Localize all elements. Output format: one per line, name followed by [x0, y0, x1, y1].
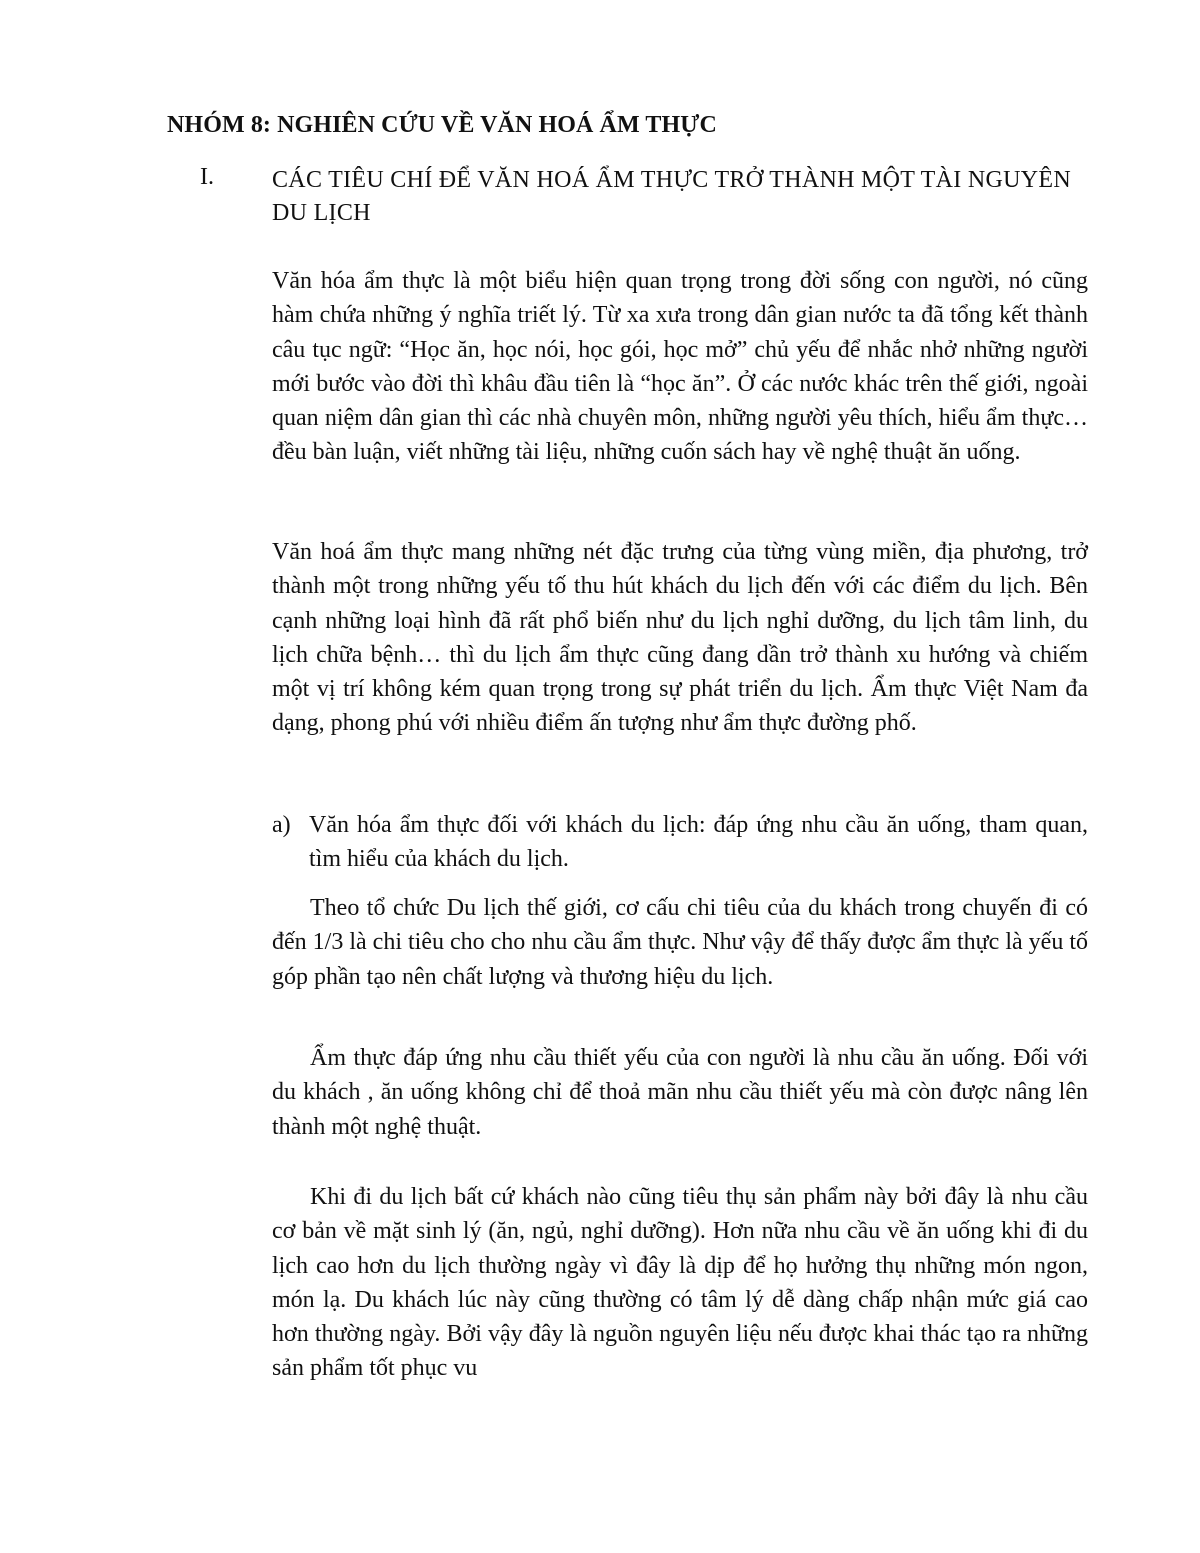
paragraph-culinary-culture-intro: Văn hóa ẩm thực là một biểu hiện quan trọng trong đời sống con người, nó cũng hàm chứa những ý nghĩa triết lý. Từ xa xưa trong dân gian nước ta đã tổng kết thành câu tục ngữ: “Học ăn, học nói, học gói, học mở” chủ yếu để nhắc nhở những người mới bước vào đời thì khâu đầu tiên là “học ăn”. Ở các nước khác trên thế giới, ngoài quan niệm dân gian thì các nhà chuyên môn, những người yêu thích, hiểu ẩm thực… đều bàn luận, viết những tài liệu, những cuốn sách hay về nghệ thuật ăn uống. [272, 268, 1088, 466]
section-number: I. [200, 164, 214, 190]
document-title: NHÓM 8: NGHIÊN CỨU VỀ VĂN HOÁ ẨM THỰC [167, 112, 717, 138]
paragraph-travel-consumption: Khi đi du lịch bất cứ khách nào cũng tiêu thụ sản phẩm này bởi đây là nhu cầu cơ bản về mặt sinh lý (ăn, ngủ, nghỉ dưỡng). Hơn nữa nhu cầu về ăn uống khi đi du lịch cao hơn du lịch thường ngày vì đây là dịp để họ hưởng thụ những món ngon, món lạ. Du khách lúc này cũng thường có tâm lý dễ dàng chấp nhận mức giá cao hơn thường ngày. Bởi vậy đây là nguồn nguyên liệu nếu được khai thác tạo ra những sản phẩm tốt phục vu [272, 1184, 1088, 1382]
paragraph-tourist-spending: Theo tổ chức Du lịch thế giới, cơ cấu chi tiêu của du khách trong chuyến đi có đến 1/3 là chi tiêu cho cho nhu cầu ẩm thực. Như vậy để thấy được ẩm thực là yếu tố góp phần tạo nên chất lượng và thương hiệu du lịch. [272, 895, 1088, 990]
section-title: CÁC TIÊU CHÍ ĐỂ VĂN HOÁ ẨM THỰC TRỞ THÀNH MỘT TÀI NGUYÊN DU LỊCH [272, 167, 1071, 226]
subitem-marker: a) [272, 812, 291, 838]
subitem-heading: Văn hóa ẩm thực đối với khách du lịch: đáp ứng nhu cầu ăn uống, tham quan, tìm hiểu của khách du lịch. [309, 812, 1088, 873]
paragraph-regional-characteristics: Văn hoá ẩm thực mang những nét đặc trưng của từng vùng miền, địa phương, trở thành một trong những yếu tố thu hút khách du lịch đến với các điểm du lịch. Bên cạnh những loại hình đã rất phổ biến như du lịch nghỉ dưỡng, du lịch tâm linh, du lịch chữa bệnh… thì du lịch ẩm thực cũng đang dần trở thành xu hướng và chiếm một vị trí không kém quan trọng trong sự phát triển du lịch. Ẩm thực Việt Nam đa dạng, phong phú với nhiều điểm ấn tượng như ẩm thực đường phố. [272, 539, 1088, 737]
paragraph-essential-needs: Ẩm thực đáp ứng nhu cầu thiết yếu của con người là nhu cầu ăn uống. Đối với du khách , ăn uống không chỉ để thoả mãn nhu cầu thiết yếu mà còn được nâng lên thành một nghệ thuật. [272, 1045, 1088, 1140]
